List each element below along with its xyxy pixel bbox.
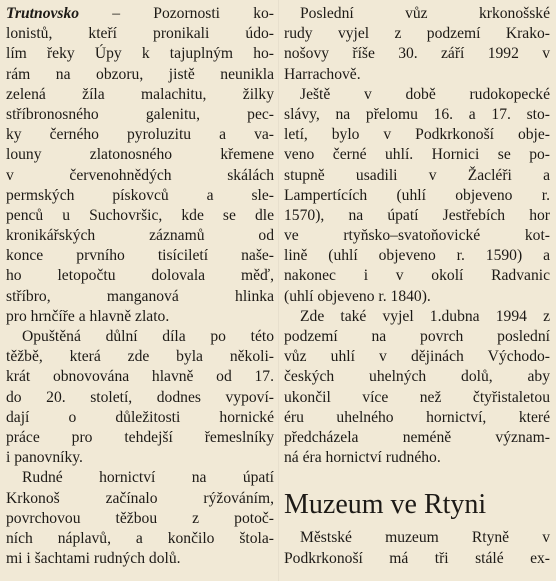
text-line: podzemí na povrch poslední [284,328,550,345]
text-line: českých uhelných dolů, aby [284,368,550,386]
text-line: slávy, na přelomu 16. a 17. sto- [284,105,550,123]
text-line: zelená žíla malachitu, žilky [6,85,274,103]
text-line: Harrachově. [284,65,361,83]
text-line: předcházela neméně význam- [284,428,550,446]
left-column [6,4,274,569]
text-line: stříbro, manganová hlinka [6,287,274,305]
text-line: louny zlatonosného křemene [6,146,274,164]
text-line: ho letopočtu dolovala měď, [6,267,274,285]
text-line: 1570), na úpatí Jestřebích hor [284,206,550,224]
section-heading: Muzeum ve Rtyni [284,489,487,521]
text-line: konce prvního tisíciletí naše- [6,247,274,265]
text-line: dají o důležitosti hornické [6,408,274,426]
text-line: práce pro tehdejší řemeslníky [6,428,274,446]
text-line: i panovníky. [6,449,83,467]
text-line: vůz uhlí v dějinách Východo- [284,348,550,366]
text-line: rudy vyjel z podzemí Krako- [284,25,550,43]
text-line: lině (uhlí objeveno r. 1590) a [284,247,550,265]
lead-place-name: Trutnovsko [6,5,80,22]
text-line: permských pískovců a sle- [6,186,274,204]
text-line: Lampertících (uhlí objeveno r. [284,186,550,204]
text-line: pro hrnčíře a hlavně zlato. [6,307,170,325]
text-line: Krkonoš začínalo rýžováním, [6,489,274,507]
text-line: éru uhelného hornictví, které [284,408,550,426]
text-line [6,4,274,24]
text-line: Poslední vůz krkonošské [300,5,550,22]
text-line: nošovy říše 30. září 1992 v [284,45,550,63]
text-line: Opuštěná důlní díla po této [22,328,274,345]
text-line: ná éra hornictví rudného. [284,449,441,467]
text-line: rám na obzoru, jistě neunikla [6,65,274,83]
text-line: ních náplavů, a končilo štola- [6,529,274,547]
text-line: Ještě v době rudokopecké [300,85,550,103]
text-line: (uhlí objeveno r. 1840). [284,287,431,305]
text-line: nakonec i v okolí Radvanic [284,267,550,285]
text-line: stříbronosného galenitu, pec- [6,105,274,123]
text-line: letí, bylo v Podkrkonoší obje- [284,126,550,144]
text-line: veno černé uhlí. Hornici se po- [284,146,550,164]
text-line: kronikářských záznamů od [6,227,274,245]
text-line: lím řeky Úpy k tajuplným ho- [6,45,274,63]
text-line: stupně usadili v Žacléři a [284,166,550,184]
text-line: ky černého pyroluzitu a va- [6,126,274,144]
text-line: povrchovou těžbou z potoč- [6,509,274,527]
text-line: lonistů, kteří pronikali údo- [6,25,274,43]
text-line: Zde také vyjel 1.dubna 1994 z [300,307,550,325]
text-line: krát obnovována hlavně od 17. [6,368,274,386]
column-gutter [278,0,279,581]
text-line: Rudné hornictví na úpatí [22,469,274,487]
text-line: mi i šachtami rudných dolů. [6,550,181,568]
text-line: ve rtyňsko–svatoňovické kot- [284,227,550,245]
text-line: Městské muzeum Rtyně v [300,529,550,547]
text-line: Podkrkonoší má tři stálé ex- [284,549,550,567]
text-line: penců u Suchovršic, kde se dle [6,206,274,224]
text-line: ukončil více než čtyřistaletou [284,388,550,406]
text-fragment: – Pozornosti ko- [79,5,274,22]
text-line: v červenohnědých skálách [6,166,274,184]
text-line: do 20. století, dodnes vypoví- [6,388,274,406]
right-column [284,4,550,569]
text-line: těžbě, která zde byla několi- [6,348,274,366]
